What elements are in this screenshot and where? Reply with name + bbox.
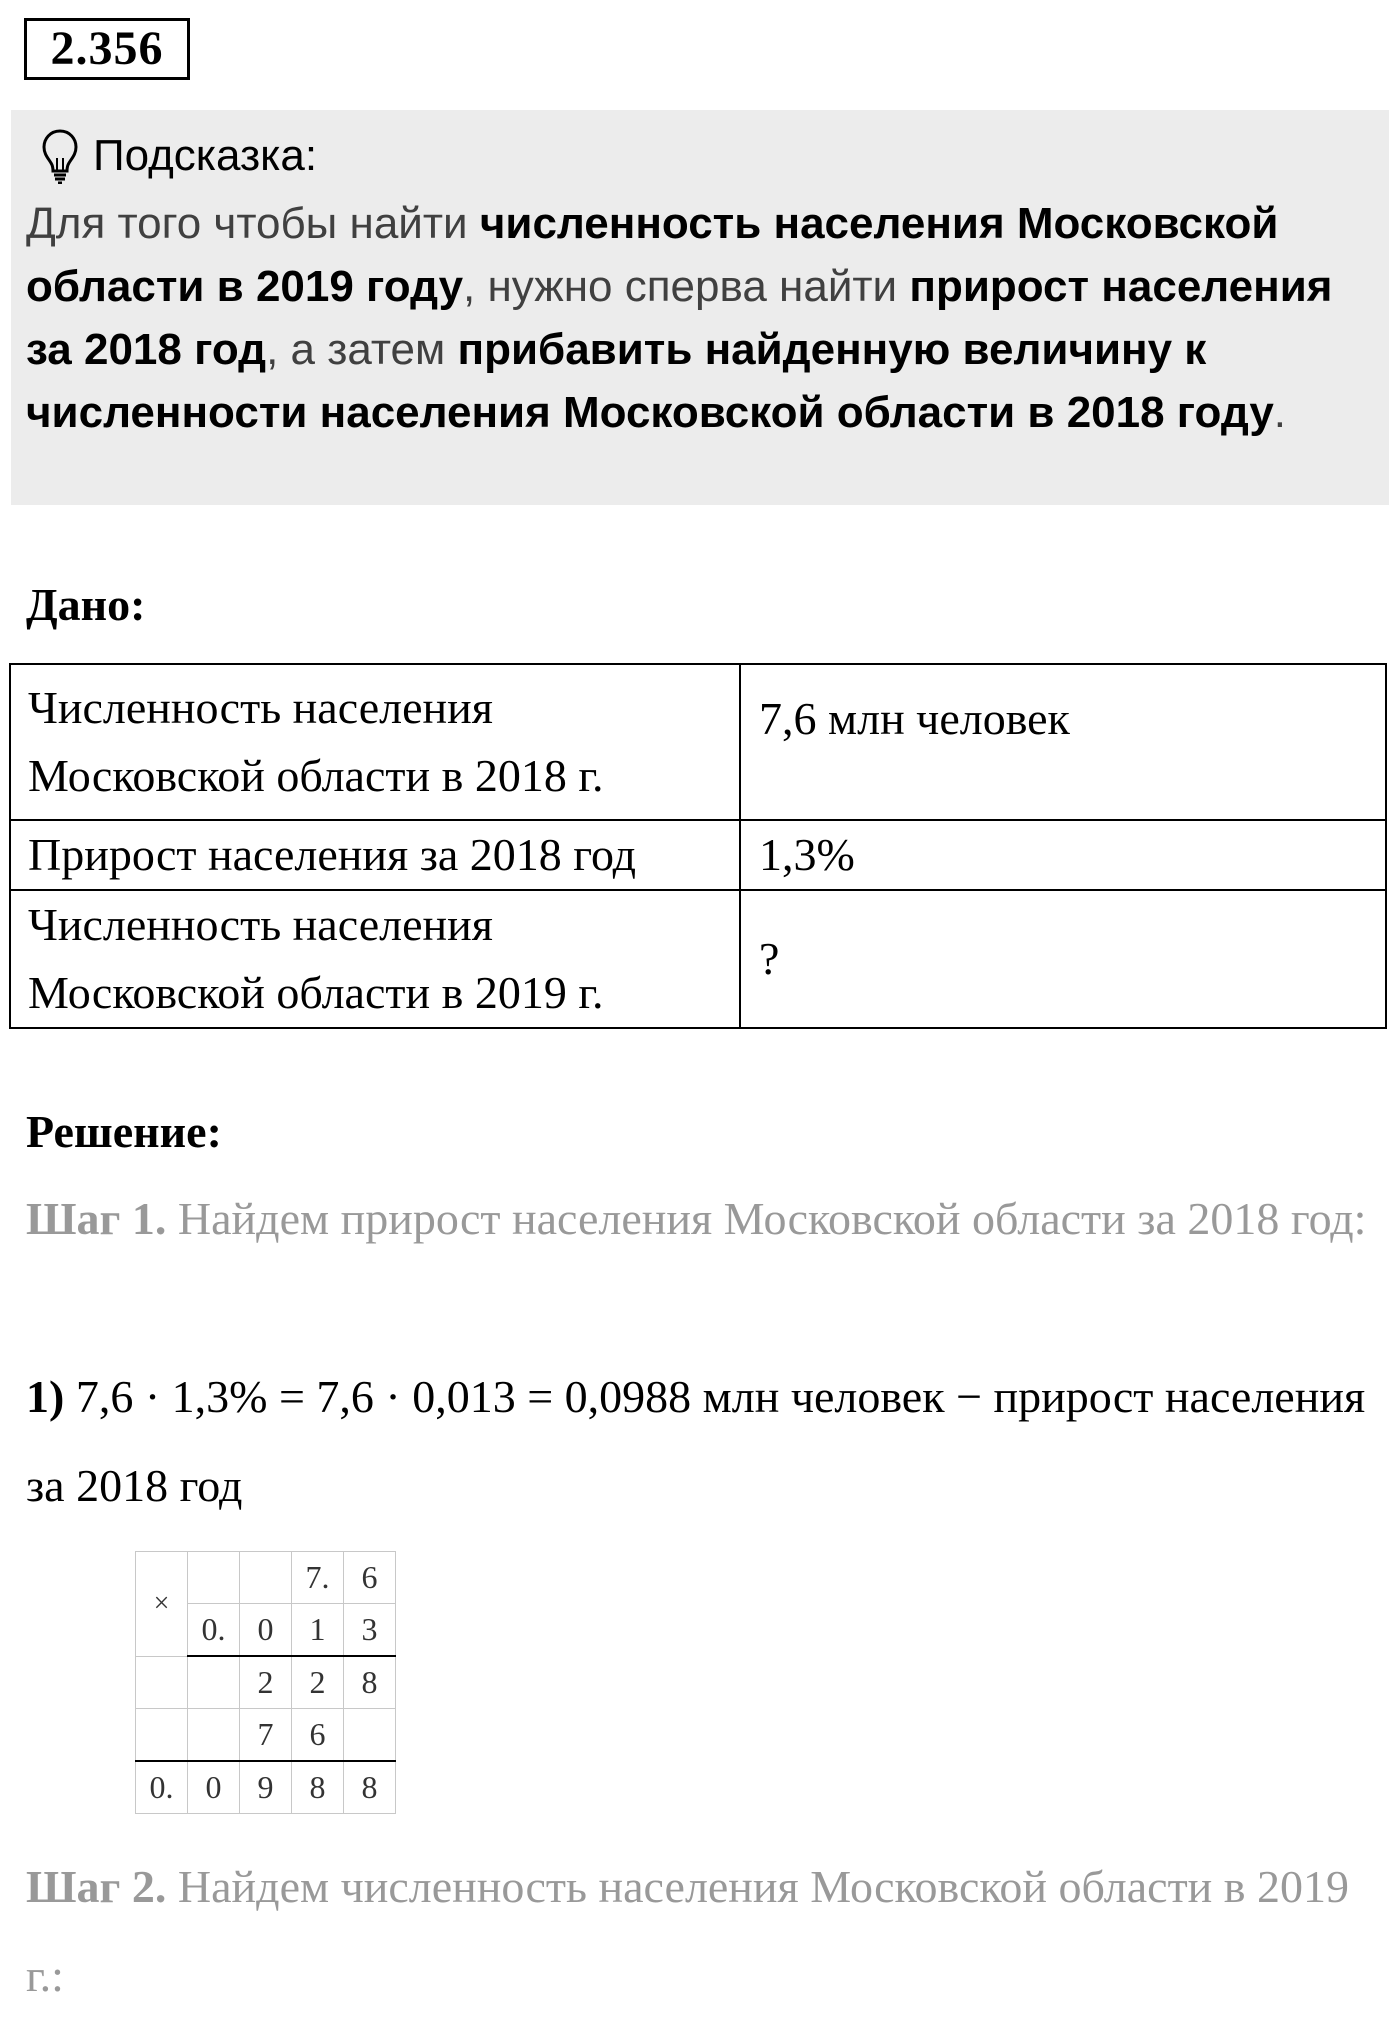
given-heading: Дано: [26,579,146,630]
hint-segment: , нужно сперва найти [463,262,910,311]
mult-cell: 1 [292,1604,344,1657]
mult-row [136,1761,396,1814]
mult-row [136,1552,396,1604]
mult-cell [344,1709,396,1762]
hint-title-row [41,126,317,186]
mult-cell: 6 [292,1709,344,1762]
calculation-1-text: 7,6 · 1,3% = 7,6 · 0,013 = 0,0988 млн человек − прирост населения за 2018 год [26,1371,1366,1511]
multiplication-table [135,1551,396,1814]
given-row [10,820,1386,890]
given-label-cell [10,890,740,1028]
step-2 [26,1842,1376,2020]
mult-cell [240,1552,292,1604]
mult-cell: 9 [240,1761,292,1814]
mult-cell: 2 [292,1656,344,1709]
hint-segment: прирост населения за 2018 год [26,262,1333,374]
mult-cell: 0. [188,1604,240,1657]
solution-heading: Решение: [26,1106,222,1157]
given-label-cell: Прирост населения за 2018 год [10,820,740,890]
hint-box [11,110,1389,505]
lightbulb-icon [41,128,79,184]
hint-segment: Для того чтобы найти [26,199,480,248]
mult-cell [188,1656,240,1709]
given-row [10,664,1386,820]
given-label-cell [10,664,740,820]
mult-cell: 7. [292,1552,344,1604]
mult-row [136,1656,396,1709]
step-1-text: Найдем прирост населения Московской области за 2018 год: [177,1193,1367,1244]
mult-cell: 7 [240,1709,292,1762]
mult-cell [136,1709,188,1762]
mult-cell: 0 [188,1761,240,1814]
given-label-line: Московской области в 2018 г. [28,750,604,801]
mult-cell: 6 [344,1552,396,1604]
mult-cell: 8 [344,1656,396,1709]
hint-segment: численность населения Московской области в 2019 году [26,199,1279,311]
task-number: 2.356 [24,18,190,80]
step-2-label: Шаг 2. [26,1861,167,1912]
given-value-cell: 1,3% [740,820,1386,890]
given-table [9,663,1387,1029]
given-label-line: Численность населения [28,682,493,733]
calculation-1-label: 1) [26,1371,65,1422]
hint-segment: прибавить найденную величину к численности населения Московской области в 2018 году [26,325,1274,437]
step-1-label: Шаг 1. [26,1193,167,1244]
step-2-text: Найдем численность населения Московской области в 2019 г.: [26,1861,1350,2001]
given-label-line: Московской области в 2019 г. [28,967,604,1018]
mult-cell: 0. [136,1761,188,1814]
given-label-line: Численность населения [28,899,493,950]
given-value-cell: ? [740,890,1386,1028]
mult-cell: 8 [344,1761,396,1814]
step-1 [26,1174,1376,1263]
multiply-sign: × [136,1552,188,1657]
hint-segment: . [1273,388,1287,437]
hint-text [26,192,1376,444]
mult-row [136,1709,396,1762]
mult-cell: 3 [344,1604,396,1657]
given-value-cell: 7,6 млн человек [740,664,1386,820]
given-row [10,890,1386,1028]
hint-segment: , а затем [266,325,458,374]
mult-cell [136,1656,188,1709]
mult-cell: 8 [292,1761,344,1814]
mult-cell [188,1552,240,1604]
mult-cell: 2 [240,1656,292,1709]
hint-title: Подсказка: [93,131,318,180]
mult-cell: 0 [240,1604,292,1657]
calculation-1 [26,1352,1376,1530]
mult-cell [188,1709,240,1762]
